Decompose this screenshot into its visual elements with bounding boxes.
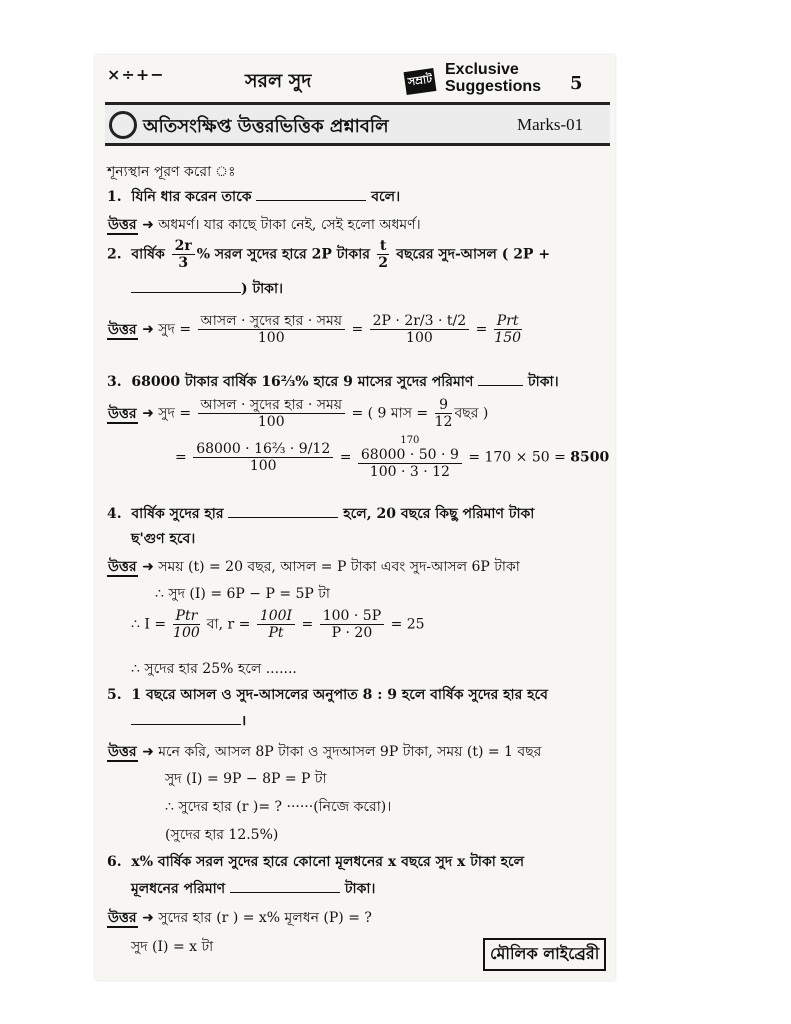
math-symbols-logo: ×÷+− bbox=[107, 65, 165, 84]
question-3: 3. 68000 টাকার বার্ষিক 16⅔% হারে 9 মাসের সুদের পরিমাণ টাকা। bbox=[107, 374, 559, 390]
question-4: 4. বার্ষিক সুদের হার হলে, 20 বছরে কিছু পরিমাণ টাকা bbox=[107, 506, 535, 522]
instruction: শূন্যস্থান পূরণ করো ঃ bbox=[107, 164, 236, 180]
answer-1: উত্তর ➜ অধমর্ণ। যার কাছে টাকা নেই, সেই হলো অধমর্ণ। bbox=[108, 217, 421, 233]
question-6-cont: মূলধনের পরিমাণ টাকা। bbox=[131, 881, 376, 897]
section-title: অতিসংক্ষিপ্ত উত্তরভিত্তিক প্রশ্নাবলি bbox=[143, 116, 389, 137]
question-5: 5. 1 বছরে আসল ও সুদ-আসলের অনুপাত 8 : 9 হলে বার্ষিক সুদের হার হবে bbox=[107, 687, 548, 703]
question-5-cont: । bbox=[131, 711, 246, 730]
answer-2: উত্তর ➜ সুদ = $\frac{\text{আসল · সুদের হার · সময়}}{100}$ = $\frac{2P \cdot 2r/3 \cdot t/2}{100}$ = $\frac{\text{Prt}}{150}$ bbox=[108, 313, 522, 347]
answer-6-line2: সুদ (I) = x টা bbox=[131, 939, 214, 955]
spiral-icon bbox=[109, 111, 137, 139]
answer-3-calc: = $\frac{\text{68000 · 16⅔ · 9/12}}{100}$ = 170 68000 · 50 · 9 100 · 3 · 12 = 170 × 50 = 8500 bbox=[175, 435, 610, 480]
answer-5: উত্তর ➜ মনে করি, আসল 8P টাকা ও সুদআসল 9P টাকা, সময় (t) = 1 বছর bbox=[108, 744, 542, 760]
book-page bbox=[95, 55, 615, 980]
question-2-cont: ) টাকা। bbox=[131, 277, 283, 301]
question-4-cont: ছ'গুণ হবে। bbox=[131, 531, 196, 547]
chapter-title: সরল সুদ bbox=[245, 70, 312, 92]
answer-4-line4: ∴ সুদের হার 25% হলে ....... bbox=[131, 661, 297, 677]
question-6: 6. x% বার্ষিক সরল সুদের হারে কোনো মূলধনের x বছরে সুদ x টাকা হলে bbox=[107, 854, 525, 870]
answer-4: উত্তর ➜ সময় (t) = 20 বছর, আসল = P টাকা এবং সুদ-আসল 6P টাকা bbox=[108, 559, 520, 575]
answer-5-line2: সুদ (I) = 9P − 8P = P টা bbox=[165, 771, 327, 787]
section-band bbox=[105, 102, 610, 146]
answer-4-line3: ∴ I = $\frac{\text{Ptr}}{100}$ বা, r = $\frac{100I}{Pt}$ = $\frac{100 \cdot 5P}{P \cdot 20}$ = 25 bbox=[131, 608, 425, 642]
answer-4-line2: ∴ সুদ (I) = 6P − P = 5P টা bbox=[155, 586, 330, 602]
question-1: 1. যিনি ধার করেন তাকে বলে। bbox=[107, 189, 401, 205]
answer-3: উত্তর ➜ সুদ = $\frac{\text{আসল · সুদের হার · সময়}}{100}$ = ( 9 মাস = $\frac{9}{12}$ বছর ) bbox=[108, 397, 489, 431]
page-number: 5 bbox=[570, 73, 583, 94]
publisher-footer: মৌলিক লাইব্রেরী bbox=[483, 938, 606, 971]
marks-label: Marks-01 bbox=[517, 115, 584, 134]
question-2: 2. বার্ষিক $\frac{2r}{3}$ % সরল সুদের হারে 2P টাকার $\frac{t}{2}$ বছরের সুদ-আসল ( 2P + bbox=[107, 238, 551, 272]
exclusive-suggestions-label: Exclusive Suggestions bbox=[445, 61, 542, 95]
brand-stamp: সম্রাট bbox=[404, 68, 437, 95]
answer-5-line3: ∴ সুদের হার (r )= ? ······(নিজে করো)। bbox=[165, 799, 392, 815]
answer-5-line4: (সুদের হার 12.5%) bbox=[165, 827, 279, 843]
answer-6: উত্তর ➜ সুদের হার (r ) = x% মূলধন (P) = ? bbox=[108, 910, 372, 926]
